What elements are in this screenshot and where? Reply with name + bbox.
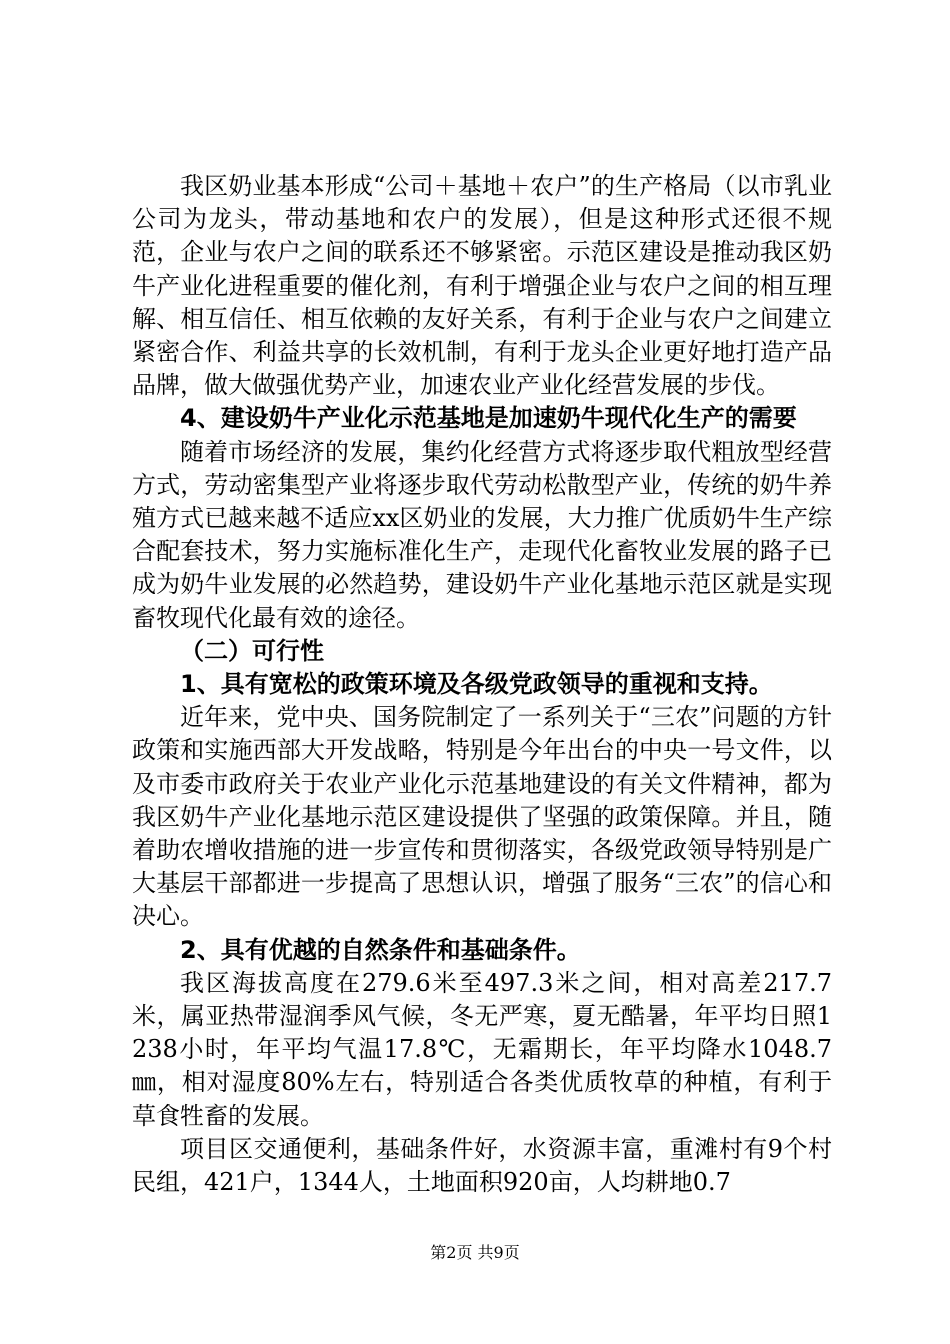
subheading-feasibility: （二）可行性 (180, 636, 324, 665)
heading-modernization-need: 4、建设奶牛产业化示范基地是加速奶牛现代化生产的需要 (180, 404, 797, 433)
paragraph-policy-support: 近年来，党中央、国务院制定了一系列关于“三农”问题的方针政策和实施西部大开发战略，特别是今年出台的中央一号文件，以及市委市政府关于农业产业化示范基地建设的有关文件精神，都为我区奶牛产业化基地示范区建设提供了坚强的政策保障。并且，随着助农增收措施的进一步宣传和贯彻落实，各级党政领导特别是广大基层干部都进一步提高了思想认识，增强了服务“三农”的信心和决心。 (132, 703, 832, 931)
page-footer (0, 1243, 950, 1263)
page-number: 第2页 共9页 (430, 1243, 520, 1262)
paragraph-market-economy: 随着市场经济的发展，集约化经营方式将逐步取代粗放型经营方式，劳动密集型产业将逐步取代劳动松散型产业，传统的奶牛养殖方式已越来越不适应xx区奶业的发展，大力推广优质奶牛生产综合配套技术，努力实施标准化生产，走现代化畜牧业发展的路子已成为奶牛业发展的必然趋势，建设奶牛产业化基地示范区就是实现畜牧现代化最有效的途径。 (132, 437, 832, 632)
heading-policy-environment: 1、具有宽松的政策环境及各级党政领导的重视和支持。 (180, 670, 773, 699)
paragraph-company-base-farmer: 我区奶业基本形成“公司＋基地＋农户”的生产格局（以市乳业公司为龙头，带动基地和农户的发展），但是这种形式还很不规范，企业与农户之间的联系还不够紧密。示范区建设是推动我区奶牛产业化进程重要的催化剂，有利于增强企业与农户之间的相互理解、相互信任、相互依赖的友好关系，有利于企业与农户之间建立紧密合作、利益共享的长效机制，有利于龙头企业更好地打造产品品牌，做大做强优势产业，加速农业产业化经营发展的步伐。 (132, 172, 832, 400)
paragraph-project-area: 项目区交通便利，基础条件好，水资源丰富，重滩村有9个村民组，421户，1344人，土地面积920亩，人均耕地0.7 (132, 1134, 832, 1197)
document-body (132, 170, 832, 1199)
paragraph-climate: 我区海拔高度在279.6米至497.3米之间，相对高差217.7米，属亚热带湿润季风气候，冬无严寒，夏无酷暑，年平均日照1238小时，年平均气温17.8℃，无霜期长，年平均降水1048.7㎜，相对湿度80%左右，特别适合各类优质牧草的种植，有利于草食牲畜的发展。 (132, 968, 832, 1130)
heading-natural-conditions: 2、具有优越的自然条件和基础条件。 (180, 935, 581, 964)
